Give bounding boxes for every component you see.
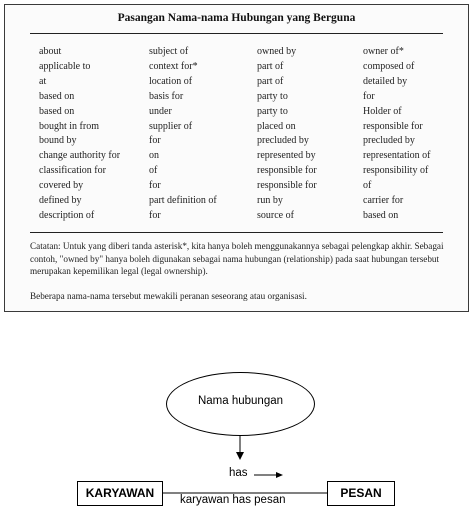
note-paragraph: Catatan: Untuk yang diberi tanda asterisk*, kita hanya boleh menggunakannya sebagai pelengkap akhir. Sebagai contoh, "owned by" hanya boleh digunakan sebagai nama hubungan (relationship) pada saat hubungan tersebut merupakan kepemilikan legal (legal ownership). xyxy=(30,241,444,276)
table-cell: for xyxy=(149,180,161,192)
table-cell: based on xyxy=(39,90,75,102)
table-cell: represented by xyxy=(257,150,316,162)
table-cell: run by xyxy=(257,195,283,206)
table-cell: context for* xyxy=(149,60,198,72)
table-cell: on xyxy=(149,150,159,162)
table-cell: source of xyxy=(257,209,294,221)
table-cell: part of xyxy=(257,75,284,87)
table-cell: of xyxy=(149,165,158,177)
table-cell: basis for xyxy=(149,90,184,102)
table-cell: for xyxy=(149,135,161,147)
note-paragraph-2: Beberapa nama-nama tersebut mewakili peranan seseorang atau organisasi. xyxy=(30,291,307,301)
table-cell: precluded by xyxy=(257,135,309,147)
karyawan-entity-box: KARYAWAN xyxy=(77,481,163,506)
relationship-name-ellipse xyxy=(166,372,315,436)
table-cell: party to xyxy=(257,105,288,117)
table-cell: bought in from xyxy=(39,120,99,132)
pesan-entity-box: PESAN xyxy=(327,481,395,506)
table-cell: placed on xyxy=(257,120,296,132)
table-cell: for xyxy=(363,90,375,102)
table-cell: part of xyxy=(257,60,284,72)
ellipse-label: Nama hubungan xyxy=(197,395,284,407)
table-cell: applicable to xyxy=(39,60,91,72)
table-cell: owned by xyxy=(257,46,297,57)
table-bottom-rule xyxy=(30,232,443,233)
document-title: Pasangan Nama-nama Hubungan yang Berguna xyxy=(117,12,356,24)
table-cell: classification for xyxy=(39,165,106,177)
document-scan xyxy=(4,4,469,312)
table-cell: composed of xyxy=(363,60,415,72)
table-cell: responsible for xyxy=(363,120,423,132)
table-cell: under xyxy=(149,105,172,117)
table-cell: representation of xyxy=(363,150,431,162)
table-cell: Holder of xyxy=(363,105,402,117)
table-cell: description of xyxy=(39,209,95,221)
table-cell: location of xyxy=(149,75,193,87)
table-cell: of xyxy=(363,180,372,192)
table-cell: supplier of xyxy=(149,120,193,132)
table-cell: based on xyxy=(39,105,75,117)
table-cell: responsible for xyxy=(257,180,317,192)
table-cell: carrier for xyxy=(363,195,404,206)
table-cell: detailed by xyxy=(363,75,408,87)
table-cell: responsible for xyxy=(257,165,317,177)
table-cell: precluded by xyxy=(363,135,415,147)
table-cell: responsibility of xyxy=(363,165,429,177)
table-cell: for xyxy=(149,209,161,221)
table-cell: based on xyxy=(363,209,399,221)
table-cell: subject of xyxy=(149,46,189,57)
relationship-diagram xyxy=(0,312,473,509)
table-cell: party to xyxy=(257,90,288,102)
table-top-rule xyxy=(30,33,443,34)
down-arrow-head xyxy=(236,452,244,460)
table-cell: bound by xyxy=(39,135,77,147)
relation-sentence: karyawan has pesan xyxy=(180,494,286,506)
table-cell: covered by xyxy=(39,180,84,192)
table-cell: owner of* xyxy=(363,46,404,57)
table-cell: at xyxy=(39,75,47,87)
table-cell: about xyxy=(39,46,62,57)
table-cell: defined by xyxy=(39,195,82,206)
relation-label: has xyxy=(229,467,248,479)
right-arrow-head xyxy=(276,472,283,478)
table-cell: change authority for xyxy=(39,150,121,162)
table-cell: part definition of xyxy=(149,195,217,206)
